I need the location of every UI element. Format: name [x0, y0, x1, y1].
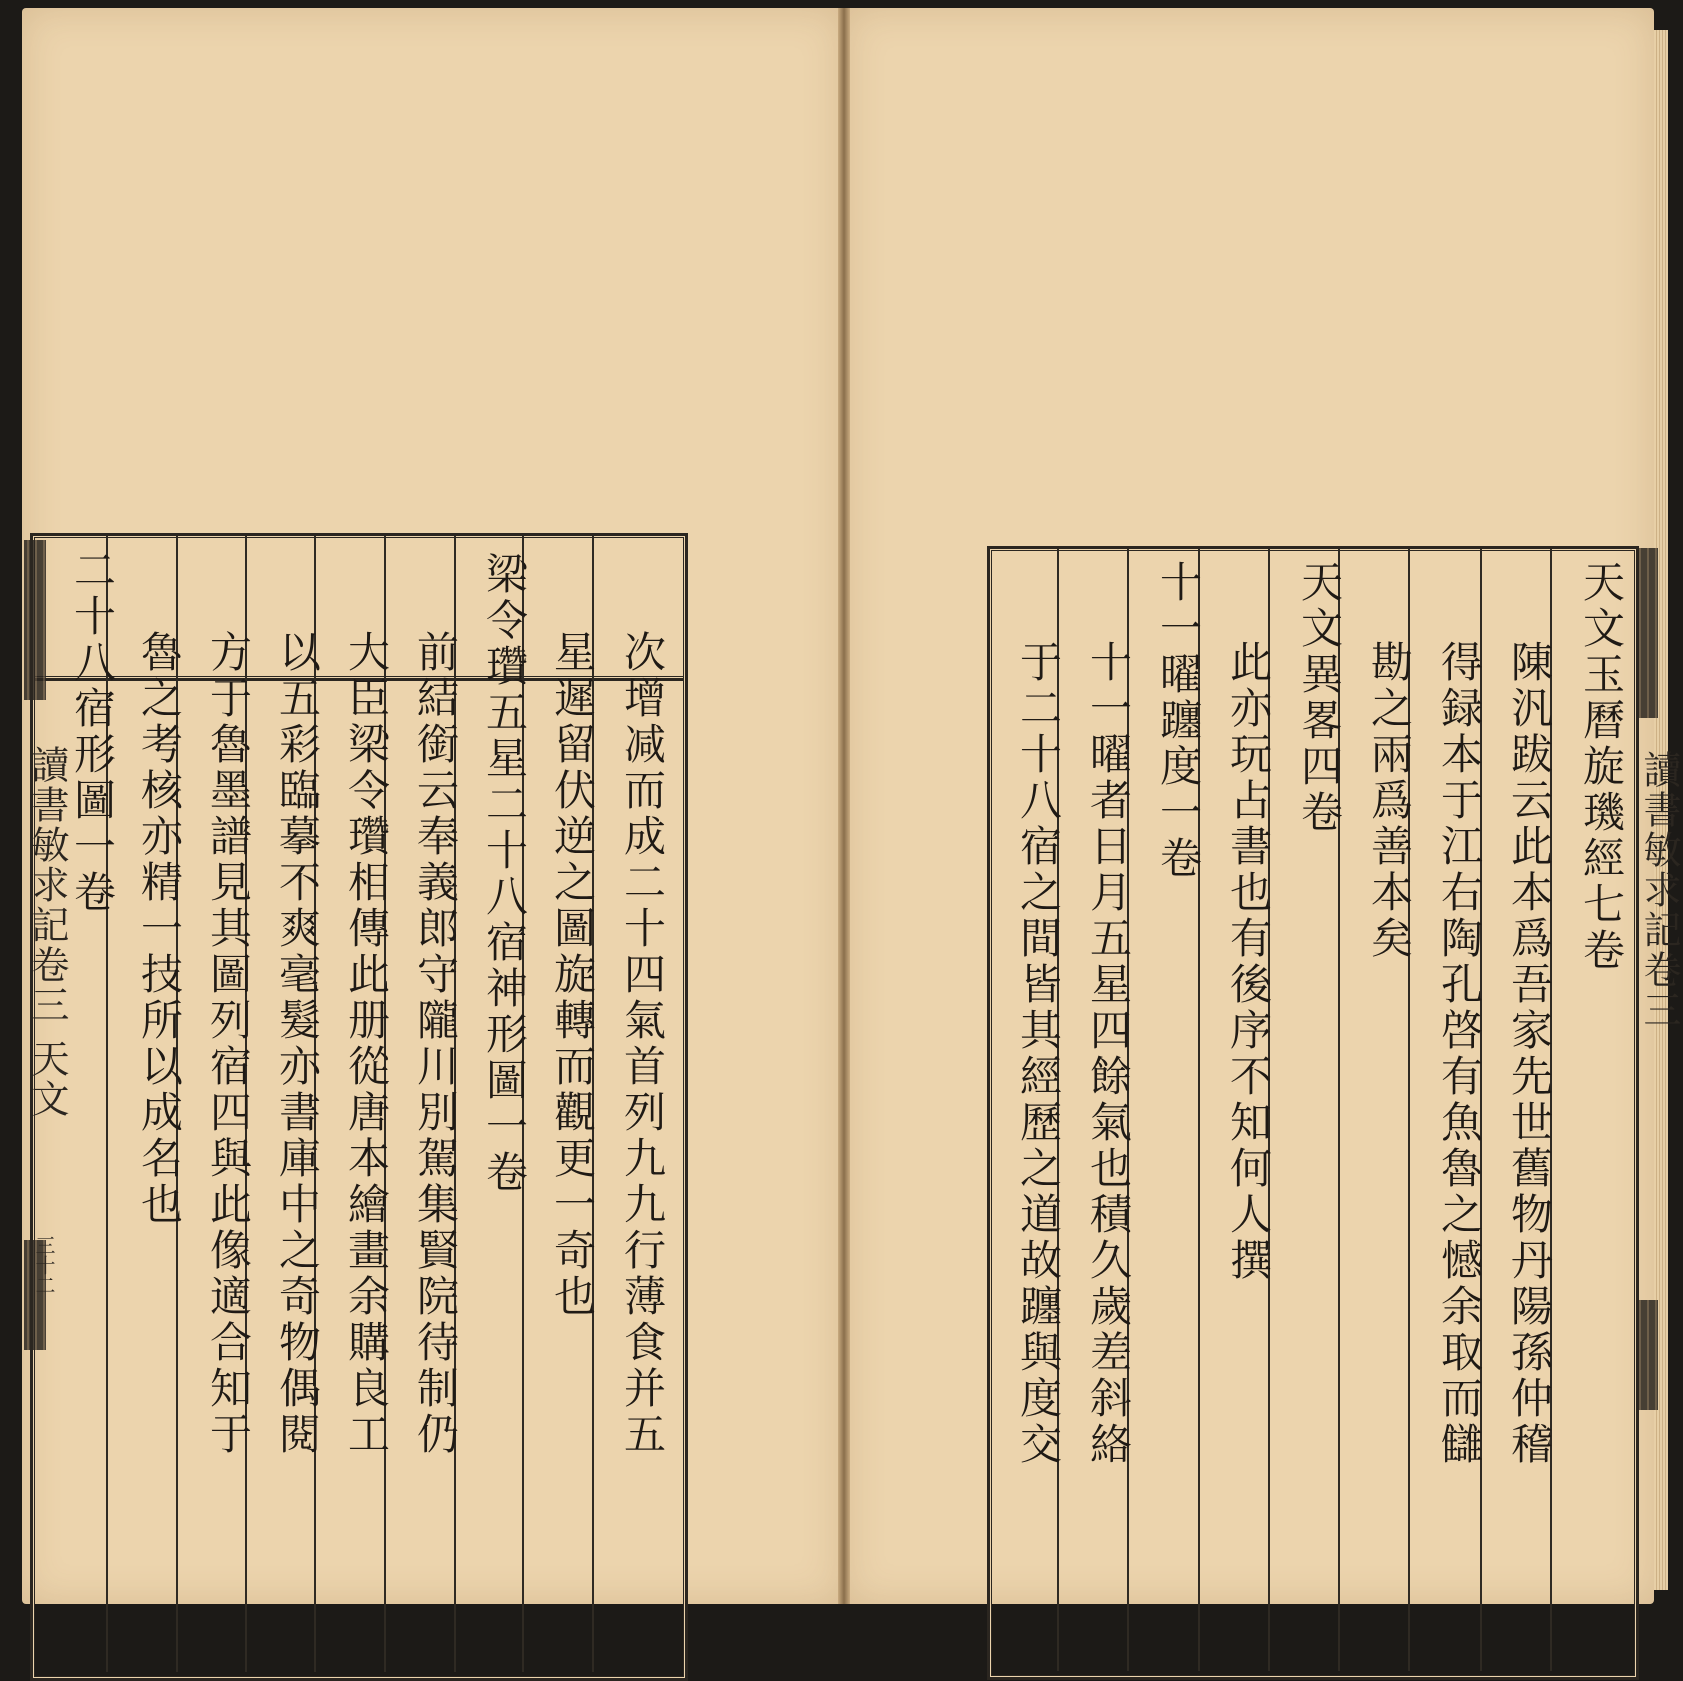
right-column-9: 于二十八宿之間皆其經歷之道故躔與度交 [1014, 640, 1063, 1468]
right-fishtail-mark [1636, 1300, 1658, 1410]
left-margin-title: 讀書敏求記卷三 天文 [25, 745, 69, 1120]
left-column-8: 魯之考核亦精一技所以成名也 [135, 630, 184, 1228]
left-folio: 三十二 [32, 1235, 56, 1295]
left-column-2: 星遲留伏逆之圖旋轉而觀更一奇也 [548, 630, 597, 1320]
right-column-7: 十一曜躔度一卷 [1154, 560, 1203, 882]
right-column-8: 十一曜者日月五星四餘氣也積久歲差斜絡 [1084, 640, 1133, 1468]
right-column-1: 天文玉曆旋璣經七卷 [1577, 560, 1626, 974]
right-margin-title: 讀書敏求記卷三 [1637, 750, 1681, 1030]
right-column-4: 勘之兩爲善本矣 [1365, 640, 1414, 962]
right-column-3: 得録本于江右陶孔啓有魚魯之憾余取而讎 [1435, 640, 1484, 1468]
left-column-1: 次增减而成二十四氣首列九九行薄食并五 [618, 630, 667, 1458]
left-column-6: 以五彩臨摹不爽毫髮亦書庫中之奇物偶閱 [273, 630, 322, 1458]
right-column-5: 天文異畧四卷 [1295, 560, 1344, 836]
right-fishtail-mark [1636, 548, 1658, 718]
left-column-3: 梁令瓚五星二十八宿神形圖一卷 [480, 552, 529, 1196]
right-column-2: 陳汎跋云此本爲吾家先世舊物丹陽孫仲稽 [1505, 640, 1554, 1468]
left-column-9: 二十八宿形圖一卷 [68, 548, 117, 916]
left-column-4: 前結銜云奉義郎守隴川別駕集賢院待制仍 [411, 630, 460, 1458]
book-gutter [838, 8, 850, 1604]
left-column-7: 方于魯墨譜見其圖列宿四與此像適合知于 [204, 630, 253, 1458]
left-column-5: 大臣梁令瓚相傳此册從唐本繪畫余購良工 [342, 630, 391, 1458]
right-column-6: 此亦玩占書也有後序不知何人撰 [1224, 640, 1273, 1284]
